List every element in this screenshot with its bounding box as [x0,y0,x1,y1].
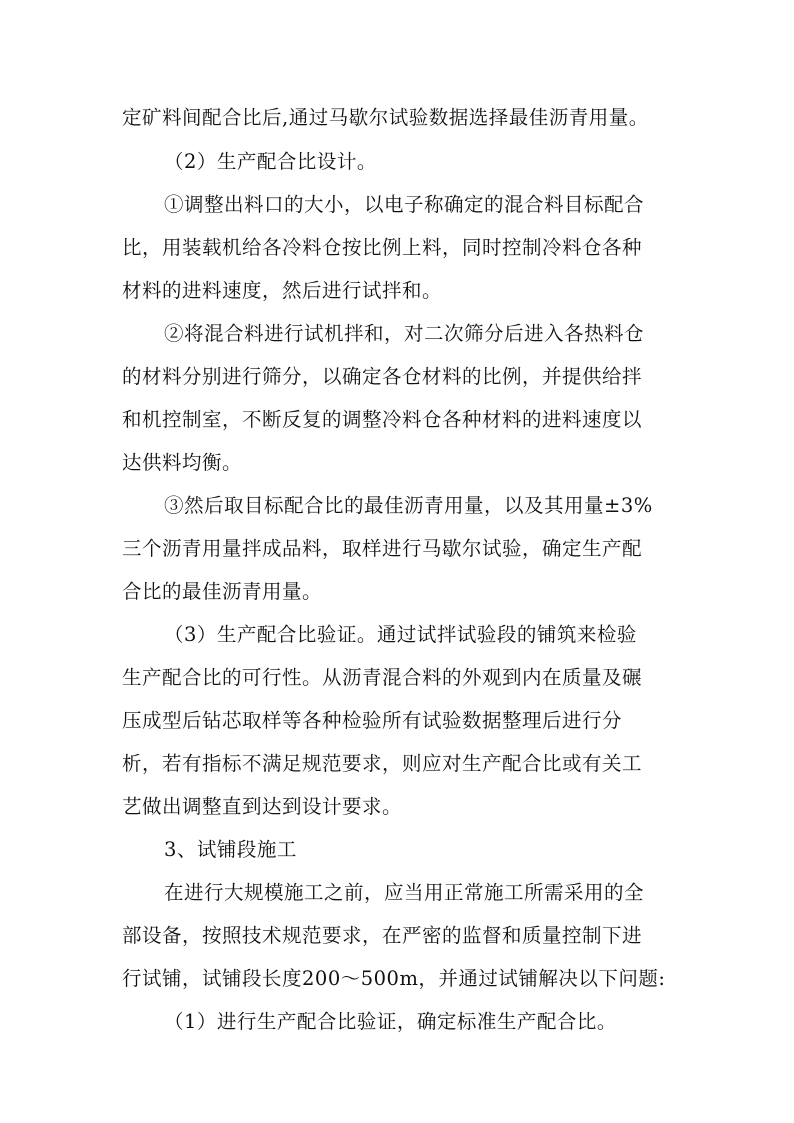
paragraph-line: 合比的最佳沥青用量。 [122,580,323,603]
paragraph-line: 的材料分别进行筛分，以确定各仓材料的比例，并提供给拌 [122,365,643,388]
list-item-line: （1）进行生产配合比验证，确定标准生产配合比。 [164,1010,617,1033]
paragraph-line: 在进行大规模施工之前，应当用正常施工所需采用的全 [164,881,645,904]
paragraph-line: 定矿料间配合比后,通过马歇尔试验数据选择最佳沥青用量。 [122,106,649,129]
paragraph-line: 和机控制室，不断反复的调整冷料仓各种材料的进料速度以 [122,408,643,431]
paragraph-line: 达供料均衡。 [122,451,243,474]
paragraph-line: ②将混合料进行试机拌和，对二次筛分后进入各热料仓 [164,322,645,345]
paragraph-line: 三个沥青用量拌成品料，取样进行马歇尔试验，确定生产配 [122,537,643,560]
paragraph-line: 部设备，按照技术规范要求，在严密的监督和质量控制下进 [122,924,643,947]
paragraph-line: ①调整出料口的大小，以电子称确定的混合料目标配合 [164,193,645,216]
paragraph-line: 材料的进料速度，然后进行试拌和。 [122,279,443,302]
paragraph-line: 比，用装载机给各冷料仓按比例上料，同时控制冷料仓各种 [122,236,643,259]
paragraph-line: 艺做出调整直到达到设计要求。 [122,795,403,818]
section-heading-trial-section: 3、试铺段施工 [164,838,297,861]
section-heading-production-mix-design: （2）生产配合比设计。 [164,150,377,173]
section-heading-production-mix-verification: （3）生产配合比验证。通过试拌试验段的铺筑来检验 [164,623,637,646]
paragraph-line: ③然后取目标配合比的最佳沥青用量，以及其用量±3% [164,494,653,517]
paragraph-line: 行试铺，试铺段长度200～500m，并通过试铺解决以下问题: [122,967,666,990]
paragraph-line: 生产配合比的可行性。从沥青混合料的外观到内在质量及碾 [122,666,643,689]
paragraph-line: 压成型后钻芯取样等各种检验所有试验数据整理后进行分 [122,709,623,732]
paragraph-line: 析，若有指标不满足规范要求，则应对生产配合比或有关工 [122,752,643,775]
